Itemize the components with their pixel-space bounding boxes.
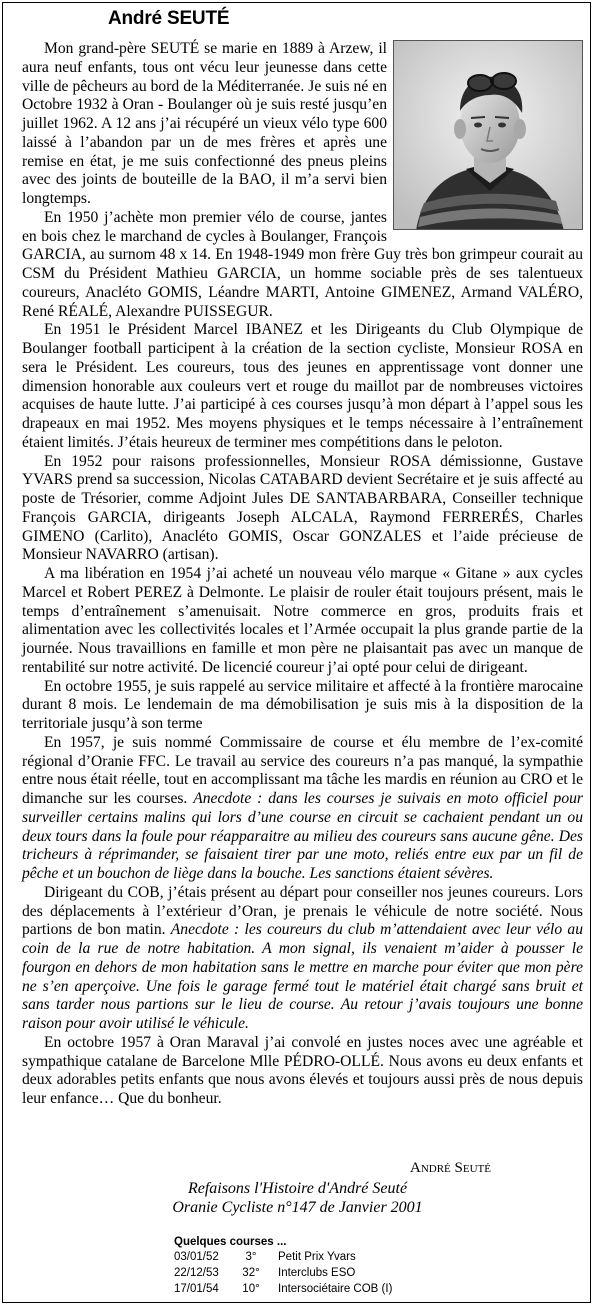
paragraph-text: A ma libération en 1954 j’ai acheté un nouveau vélo marque « Gitane » aux cycles Marcel et Robert PEREZ à Delmonte. Le plaisir de rouler était toujours présent, mais le temps d’entraînement s’amenuisait. Notre commerce en gros, produits frais et alimentation avec les collectivités locales et l’Armée occupait la plus grande partie de la journée. Nous travaillions en famille et mon père ne plaisantait pas avec un manque de rentabilité sur notre activité. De licencié coureur j’ai opté pour celui de dirigeant. <box>22 565 583 676</box>
anecdote-text: Anecdote : dans les courses je suivais en moto officiel pour surveiller certains malins qui lors d’une course en circuit se cachaient pendant un ou deux tours dans la foule pour réapparaitre au milieu des coureurs sans aucune gêne. Des tricheurs à réprimander, se faisaient tirer par une moto, reliés entre eux par un fil de pêche et un bouchon de liège dans la bouche. Les sanctions étaient sévères. <box>22 790 583 882</box>
paragraph-text: En octobre 1957 à Oran Maraval j’ai convolé en justes noces avec une agréable et sympathique catalane de Barcelone Mlle PÉDRO-OLLÉ. Nous avons eu deux enfants et deux adorables petits enfants que nous avons élevés et toujours aussi près de nous depuis leur enfance… Que du bonheur. <box>22 1033 583 1107</box>
paragraph-text: En 1952 pour raisons professionnelles, Monsieur ROSA démissionne, Gustave YVARS prend sa succession, Nicolas CATABARD devient Secrétaire et je suis affecté au poste de Trésorier, comme Adjoint Jules DE SANTABARBARA, Conseiller technique François GARCIA, dirigeants Joseph ALCALA, Raymond FERRERÉS, Charles GIMENO (Carlito), Anacléto GOMIS, Oscar GONZALES et l’aide précieuse de Monsieur NAVARRO (artisan). <box>22 452 583 564</box>
article-title: André SEUTÉ <box>108 8 230 29</box>
paragraph-text: En 1950 j’achète mon premier vélo de course, jantes en bois chez le marchand de cycles à Boulanger, François GARCIA, au surnom 48 x 14. En 1948-1949 mon frère Guy très bon grimpeur courait au CSM du Président Mathieu GARCIA, un homme sociable près de ses talentueux coureurs, Anacléto GOMIS, Léandre MARTI, Antoine GIMENEZ, Armand VALÉRO, René RÉALÉ, Alexandre PUISSEGUR. <box>22 208 583 320</box>
race-row <box>0 1283 595 1299</box>
race-name: Intersociétaire COB (I) <box>278 1283 393 1295</box>
article-paragraph <box>22 734 583 884</box>
article-paragraph <box>22 1034 583 1109</box>
source-line-2: Oranie Cycliste n°147 de Janvier 2001 <box>172 1199 423 1216</box>
signature: André Seuté <box>410 1160 491 1176</box>
race-position: 10° <box>242 1283 260 1295</box>
article-paragraph <box>22 453 583 566</box>
article-paragraph <box>22 678 583 734</box>
article-body <box>22 40 583 1109</box>
race-date: 03/01/52 <box>174 1251 219 1263</box>
photo-placeholder <box>393 40 583 236</box>
race-row <box>0 1267 595 1283</box>
race-date: 17/01/54 <box>174 1283 219 1295</box>
paragraph-text: En 1957, je suis nommé Commissaire de course et élu membre de l’ex-comité régional d’Oranie FFC. Le travail au service des coureurs n’a pas manqué, la sympathie entre nous était réelle, tout en accomplissant ma tâche les mardis en réunion au CRO et le dimanche sur les courses. <box>22 733 583 807</box>
paragraph-text: En octobre 1955, je suis rappelé au service militaire et affecté à la frontière marocaine durant 8 mois. Le lendemain de ma démobilisation je suis mis à la disposition de la territoriale jusqu’à son terme <box>22 677 583 732</box>
anecdote-text: Anecdote : les coureurs du club m’attendaient avec leur vélo au coin de la rue de notre habitation. A mon signal, ils venaient m’aider à pousser le fourgon en dehors de mon habitation sans le mettre en marche pour éviter que mon père ne s’en aperçoive. Une fois le garage fermé tout le matériel était chargé sans bruit et sans tarder nous partions sur le lieu de course. Au retour j’avais toujours une bonne raison pour avoir utilisé le véhicule. <box>22 921 583 1032</box>
race-date: 22/12/53 <box>174 1267 219 1279</box>
article-paragraph <box>22 565 583 678</box>
paragraph-text: Mon grand-père SEUTÉ se marie en 1889 à Arzew, il aura neuf enfants, tous ont vécu leur jeunesse dans cette ville de pêcheurs au bord de la Méditerranée. Je suis né en Octobre 1932 à Oran - Boulanger où je suis resté jusqu’en juillet 1962. A 12 ans j’ai récupéré un vieux vélo type 600 laissé à l’abandon par un de mes frères et après une remise en état, je me suis confectionné des pneus pleins avec des joints de bouteille de la BAO, il m’a servi bien longtemps. <box>22 40 387 207</box>
race-row <box>0 1251 595 1267</box>
race-name: Petit Prix Yvars <box>278 1251 356 1263</box>
race-position: 3° <box>245 1251 257 1263</box>
source-line-1: Refaisons l'Histoire d'André Seuté <box>187 1180 408 1197</box>
paragraph-text: En 1951 le Président Marcel IBANEZ et les Dirigeants du Club Olympique de Boulanger football participent à la création de la section cycliste, Monsieur ROSA en sera le Président. Les coureurs, tous des jeunes en apprentissage vont donner une dimension honorable aux couleurs vert et rouge du maillot par de nombreuses victoires acquises de haute lutte. J’ai participé à ces courses jusqu’à mon départ à l’appel sous les drapeaux en mai 1952. Mes moyens physiques et le temps nécessaire à l’entraînement étaient limités. J’étais heureux de terminer mes compétitions dans le peloton. <box>22 321 583 451</box>
article-paragraph <box>22 884 583 1034</box>
article-paragraph <box>22 321 583 452</box>
race-name: Interclubs ESO <box>278 1267 356 1279</box>
race-position: 32° <box>242 1267 260 1279</box>
races-title: Quelques courses ... <box>174 1236 287 1248</box>
paragraph-text: Dirigeant du COB, j’étais présent au départ pour conseiller nos jeunes coureurs. Lors des déplacements à l’extérieur d’Oran, je prenais le véhicule de notre société. Nous partions de bon matin. <box>22 883 583 939</box>
